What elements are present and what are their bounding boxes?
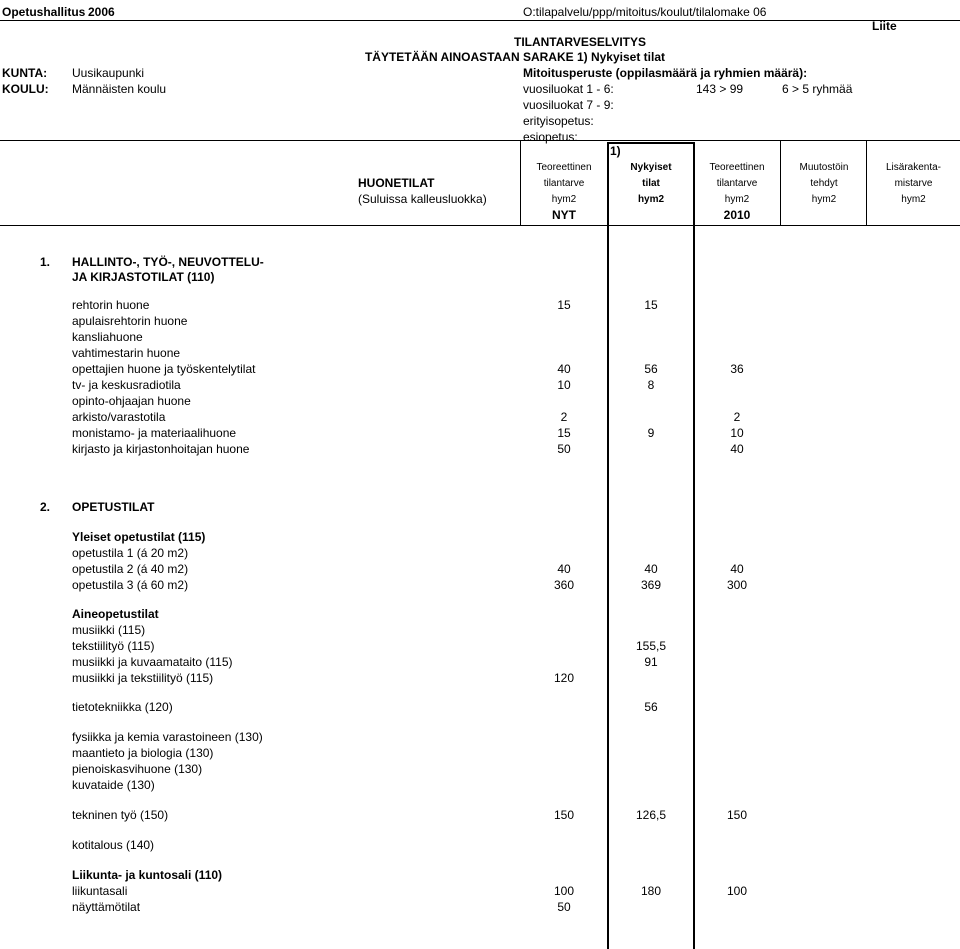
room-value-2: 56 [644, 362, 658, 376]
suluissa-note: (Suluissa kalleusluokka) [358, 192, 487, 206]
form-title: TILANTARVESELVITYS [513, 35, 646, 49]
room-name: apulaisrehtorin huone [72, 314, 188, 328]
section-2-number: 2. [40, 500, 51, 514]
room-name: musiikki (115) [72, 623, 146, 637]
col1-line1: Teoreettinen [536, 162, 592, 173]
room-value-1: 10 [557, 378, 571, 392]
room-name: kirjasto ja kirjastonhoitajan huone [72, 442, 250, 456]
room-name: opetustila 2 (á 40 m2) [72, 562, 189, 576]
room-value-2: 40 [644, 562, 658, 576]
group-title: Yleiset opetustilat (115) [72, 530, 206, 544]
room-value-3: 10 [730, 426, 744, 440]
room-value-1: 120 [553, 671, 575, 685]
criteria-label: vuosiluokat 1 - 6: [523, 82, 614, 96]
kunta-value: Uusikaupunki [72, 66, 145, 80]
room-name: näyttämötilat [72, 900, 141, 914]
room-name: kuvataide (130) [72, 778, 155, 792]
file-path: O:tilapalvelu/ppp/mitoitus/koulut/tilalomake 06 [523, 5, 767, 19]
room-value-2: 9 [647, 426, 655, 440]
criteria-label: esiopetus: [523, 130, 578, 144]
room-name: tietotekniikka (120) [72, 700, 173, 714]
room-name: tekninen työ (150) [72, 808, 169, 822]
col5-line1: Lisärakenta- [885, 162, 942, 173]
room-value-1: 15 [557, 298, 571, 312]
room-value-3: 100 [726, 884, 748, 898]
room-name: monistamo- ja materiaalihuone [72, 426, 237, 440]
col3-line3: hym2 [724, 194, 750, 205]
section-rule [0, 225, 960, 226]
liite-label: Liite [872, 19, 897, 33]
room-value-2: 180 [640, 884, 662, 898]
room-value-1: 40 [557, 562, 571, 576]
section-1-title: HALLINTO-, TYÖ-, NEUVOTTELU- [72, 255, 264, 269]
room-name: opetustila 3 (á 60 m2) [72, 578, 189, 592]
room-name: kansliahuone [72, 330, 143, 344]
criteria-label: erityisopetus: [523, 114, 594, 128]
top-rule [0, 20, 960, 21]
room-name: opettajien huone ja työskentelytilat [72, 362, 256, 376]
kunta-label: KUNTA: [2, 66, 48, 80]
room-value-2: 15 [644, 298, 658, 312]
room-value-1: 40 [557, 362, 571, 376]
room-name: rehtorin huone [72, 298, 150, 312]
room-value-1: 50 [557, 442, 571, 456]
col4-line1: Muutostöin [799, 162, 849, 173]
koulu-label: KOULU: [2, 82, 49, 96]
room-name: vahtimestarin huone [72, 346, 181, 360]
section-2-title: OPETUSTILAT [72, 500, 155, 514]
group-title: Liikunta- ja kuntosali (110) [72, 868, 223, 882]
room-name: musiikki ja kuvaamataito (115) [72, 655, 233, 669]
room-value-2: 56 [644, 700, 658, 714]
room-value-1: 2 [560, 410, 568, 424]
org-name: Opetushallitus [2, 5, 86, 19]
col4-line3: hym2 [811, 194, 837, 205]
col2-line2: tilat [642, 178, 660, 189]
group-title: Aineopetustilat [72, 607, 159, 621]
col3-line1: Teoreettinen [709, 162, 765, 173]
room-value-1: 50 [557, 900, 571, 914]
room-value-3: 40 [730, 562, 744, 576]
room-name: tekstiilityö (115) [72, 639, 155, 653]
room-name: kotitalous (140) [72, 838, 155, 852]
room-name: fysiikka ja kemia varastoineen (130) [72, 730, 263, 744]
room-value-2: 91 [644, 655, 658, 669]
year: 2006 [88, 5, 115, 19]
room-value-3: 150 [726, 808, 748, 822]
col5-line3: hym2 [901, 194, 926, 205]
criteria-value-1: 143 > 99 [696, 82, 744, 96]
room-value-3: 36 [730, 362, 744, 376]
header-rule [0, 140, 960, 141]
year-2010-label: 2010 [723, 208, 751, 222]
room-name: tv- ja keskusradiotila [72, 378, 181, 392]
section-1-number: 1. [40, 255, 51, 269]
col2-line1: Nykyiset [630, 162, 672, 173]
room-name: maantieto ja biologia (130) [72, 746, 214, 760]
room-name: liikuntasali [72, 884, 128, 898]
column-marker: 1) [610, 144, 621, 158]
room-name: arkisto/varastotila [72, 410, 166, 424]
room-value-1: 360 [553, 578, 575, 592]
room-value-3: 2 [733, 410, 741, 424]
col2-line3: hym2 [637, 194, 665, 205]
col5-line2: mistarve [894, 178, 933, 189]
huonetilat-heading: HUONETILAT [358, 176, 435, 190]
section-1-title-2: JA KIRJASTOTILAT (110) [72, 270, 215, 284]
room-name: pienoiskasvihuone (130) [72, 762, 203, 776]
koulu-value: Männäisten koulu [72, 82, 167, 96]
col1-line2: tilantarve [543, 178, 585, 189]
col4-line2: tehdyt [810, 178, 838, 189]
room-value-2: 126,5 [635, 808, 667, 822]
room-name: musiikki ja tekstiilityö (115) [72, 671, 214, 685]
col3-line2: tilantarve [716, 178, 758, 189]
col1-line3: hym2 [551, 194, 577, 205]
nykyiset-left-border [607, 142, 609, 949]
room-value-3: 40 [730, 442, 744, 456]
room-value-1: 100 [553, 884, 575, 898]
room-name: opinto-ohjaajan huone [72, 394, 191, 408]
criteria-value-2: 6 > 5 ryhmää [782, 82, 853, 96]
nyt-label: NYT [552, 208, 576, 222]
room-value-2: 155,5 [635, 639, 667, 653]
room-value-1: 15 [557, 426, 571, 440]
mitoitus-label: Mitoitusperuste (oppilasmäärä ja ryhmien määrä): [523, 66, 808, 80]
room-value-2: 369 [640, 578, 662, 592]
nykyiset-right-border [693, 142, 695, 949]
room-name: opetustila 1 (á 20 m2) [72, 546, 189, 560]
criteria-label: vuosiluokat 7 - 9: [523, 98, 614, 112]
room-value-2: 8 [647, 378, 655, 392]
room-value-1: 150 [553, 808, 575, 822]
form-subtitle: TÄYTETÄÄN AINOASTAAN SARAKE 1) Nykyiset tilat [364, 50, 666, 64]
room-value-3: 300 [726, 578, 748, 592]
